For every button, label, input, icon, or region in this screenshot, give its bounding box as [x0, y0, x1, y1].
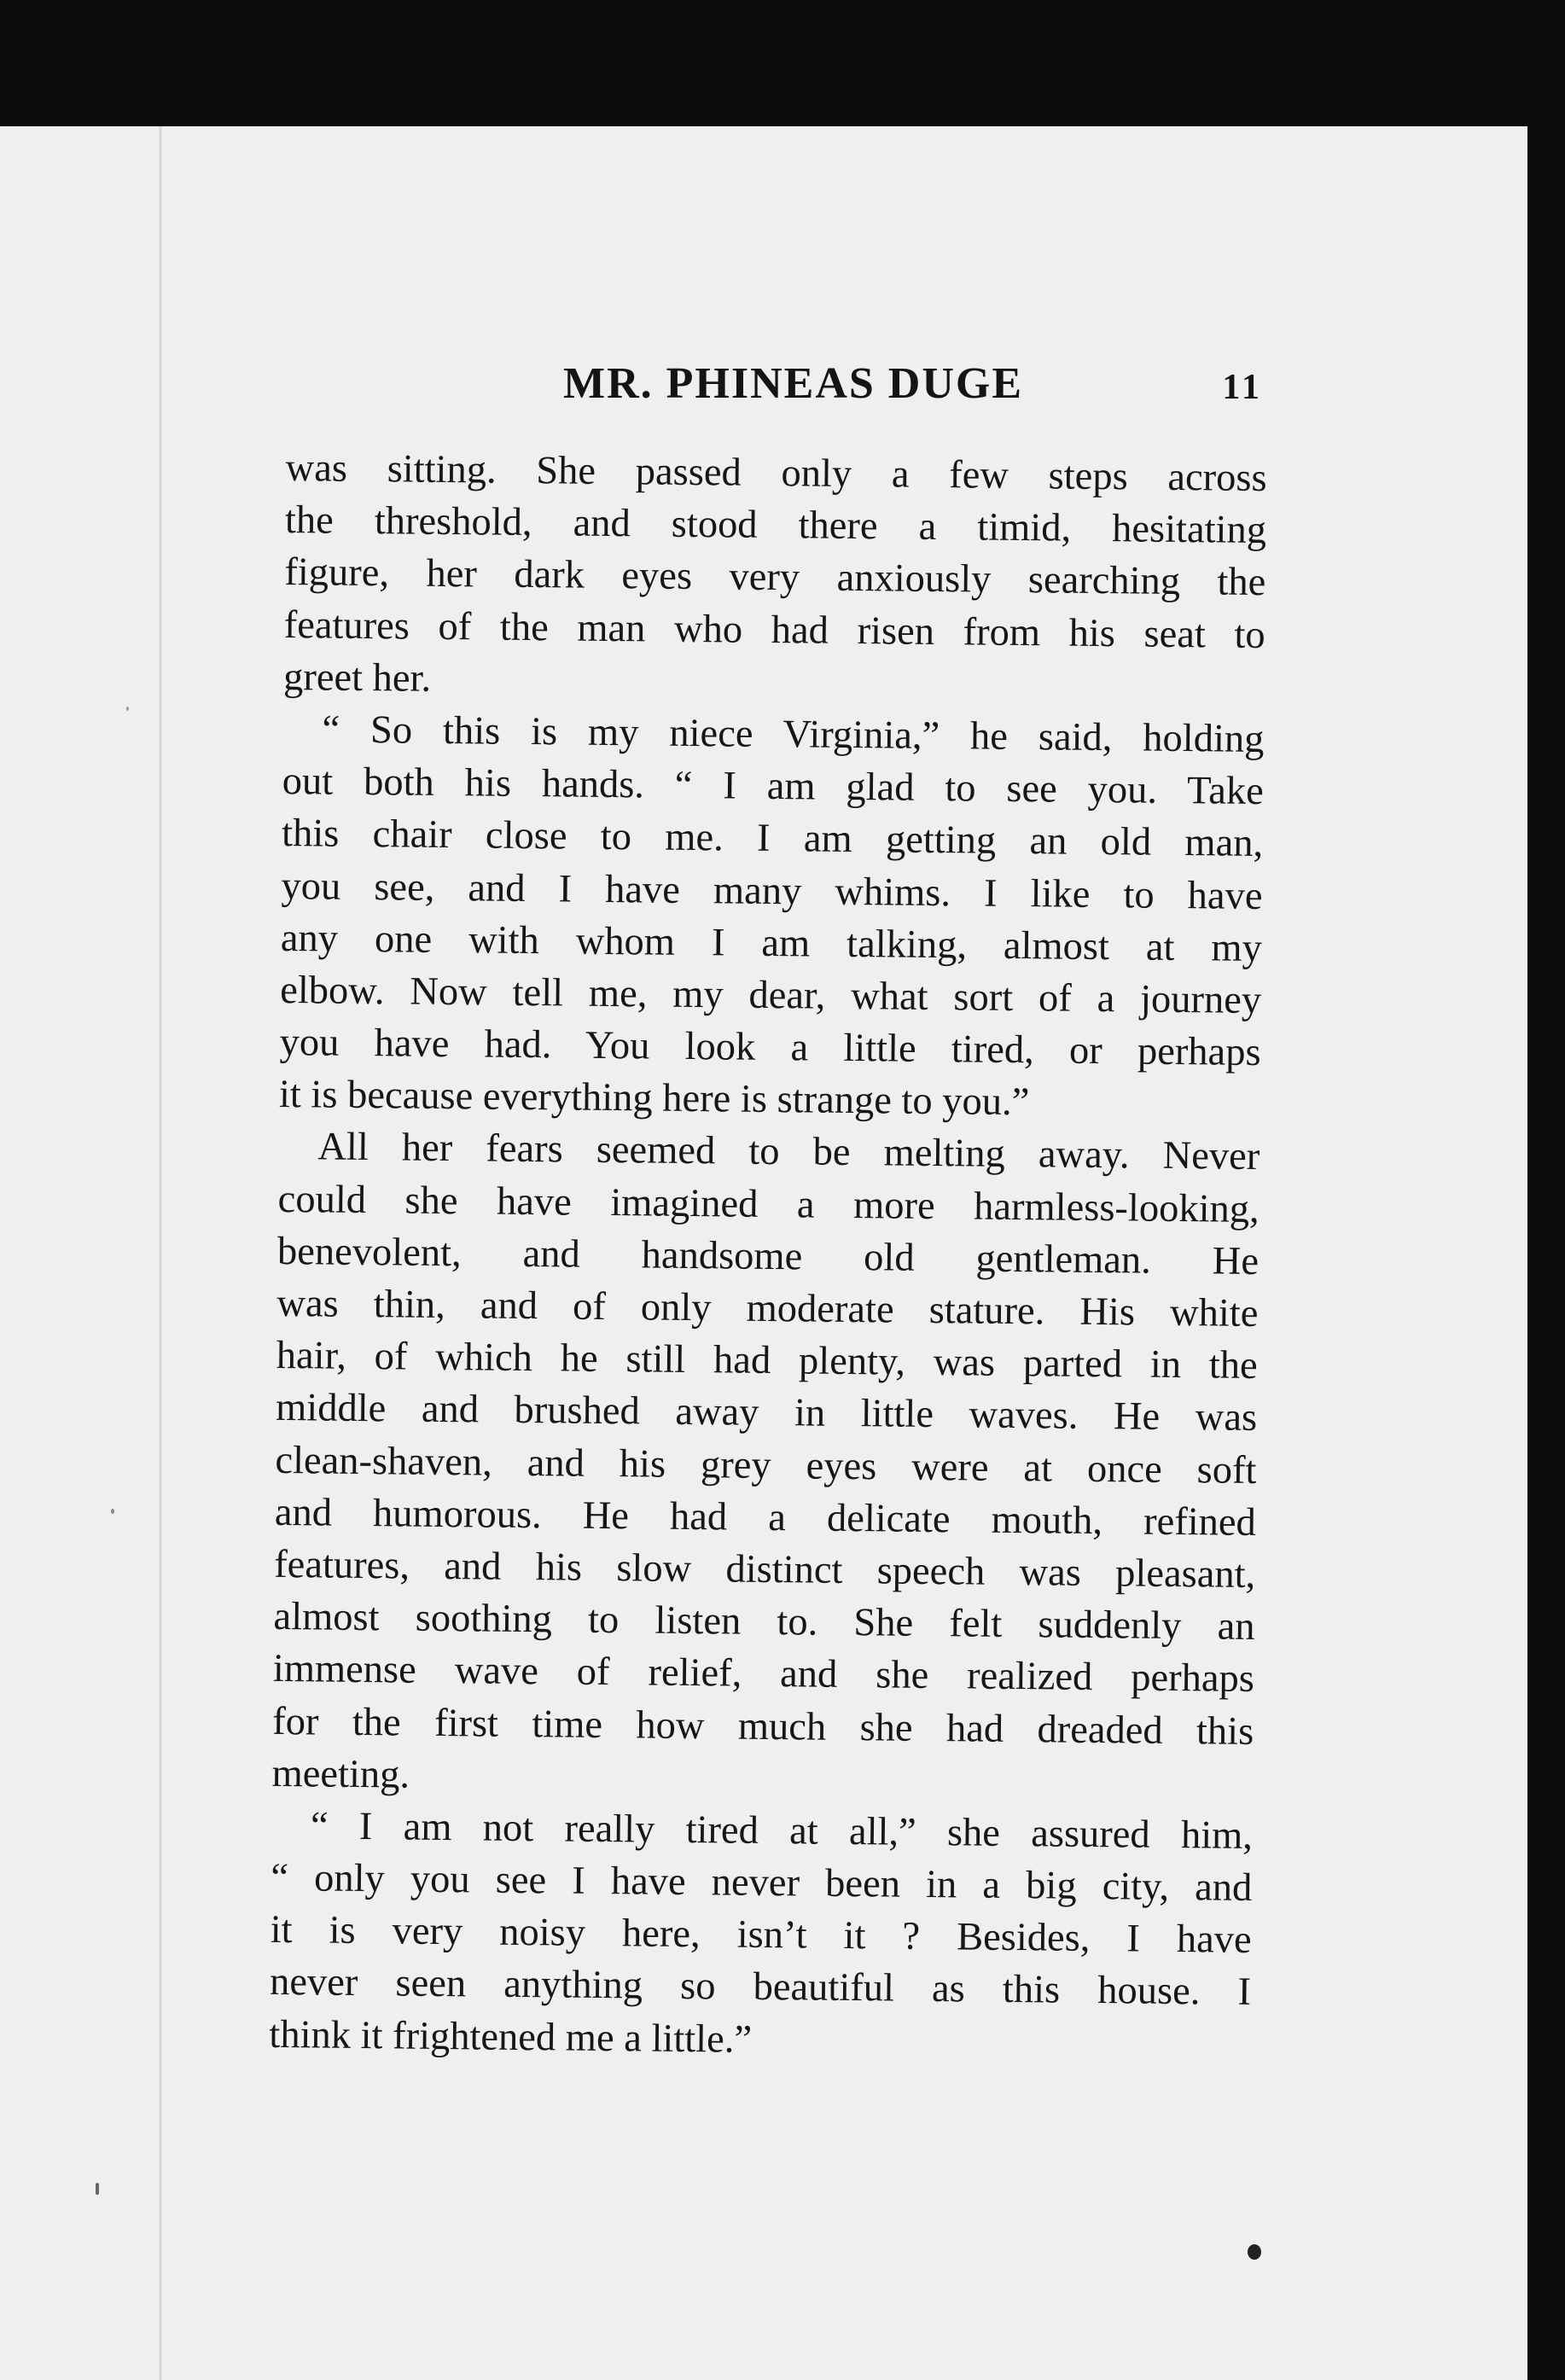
ink-speck [96, 2183, 99, 2195]
text-line: immense wave of relief, and she realized perhaps [272, 1647, 1255, 1702]
text-line: greet her. [282, 655, 432, 701]
page-fold-shadow [159, 126, 162, 2380]
page-header [282, 358, 1263, 427]
text-line: out both his hands. “ I am glad to see you. Take [282, 759, 1265, 814]
text-line: it is very noisy here, isn’t it ? Besides, I have [270, 1908, 1252, 1963]
text-line: you see, and I have many whims. I like to have [281, 864, 1263, 918]
text-line: meeting. [271, 1751, 410, 1797]
text-line: elbow. Now tell me, my dear, what sort of a journey [280, 968, 1262, 1022]
text-line: middle and brushed away in little waves. He was [275, 1386, 1258, 1440]
body-text [269, 442, 1267, 2071]
text-line: you have had. You look a little tired, or perhaps [279, 1021, 1261, 1075]
text-line: this chair close to me. I am getting an old man, [281, 812, 1264, 866]
ink-speck [1248, 2244, 1261, 2260]
text-line: figure, her dark eyes very anxiously searching the [284, 550, 1266, 605]
text-line: features of the man who had risen from his seat to [283, 602, 1265, 657]
text-line: “ I am not really tired at all,” she assured him, [310, 1804, 1254, 1858]
text-line: All her fears seemed to be melting away. Never [317, 1125, 1260, 1179]
ink-speck [126, 707, 129, 711]
text-line: it is because everything here is strange to you.” [278, 1073, 1030, 1125]
text-line: never seen anything so beautiful as this house. I [269, 1960, 1252, 2015]
text-line: features, and his slow distinct speech was pleasant, [273, 1542, 1256, 1597]
text-line: “ So this is my niece Virginia,” he said, holding [322, 707, 1265, 761]
text-line: clean-shaven, and his grey eyes were at once soft [275, 1438, 1257, 1493]
text-line: hair, of which he still had plenty, was parted in the [276, 1334, 1258, 1388]
text-line: and humorous. He had a delicate mouth, refined [274, 1490, 1257, 1545]
text-line: the threshold, and stood there a timid, hesitating [284, 498, 1267, 553]
text-line: for the first time how much she had dreaded this [272, 1699, 1254, 1754]
text-line: benevolent, and handsome old gentleman. He [276, 1229, 1260, 1283]
ink-speck [111, 1509, 114, 1514]
text-line: could she have imagined a more harmless-looking, [277, 1177, 1260, 1231]
text-line: was sitting. She passed only a few steps across [285, 445, 1267, 501]
page-number: 11 [1222, 368, 1263, 407]
book-page [0, 126, 1546, 2380]
text-line: any one with whom I am talking, almost at my [280, 916, 1263, 970]
text-line: think it frightened me a little.” [269, 2012, 753, 2062]
text-line: almost soothing to listen to. She felt suddenly an [273, 1595, 1255, 1650]
text-line: “ only you see I have never been in a big city, and [271, 1855, 1253, 1911]
running-head-title: MR. PHINEAS DUGE [563, 359, 1024, 408]
text-line: was thin, and of only moderate stature. His white [276, 1281, 1259, 1335]
page-right-edge [1527, 126, 1546, 2380]
